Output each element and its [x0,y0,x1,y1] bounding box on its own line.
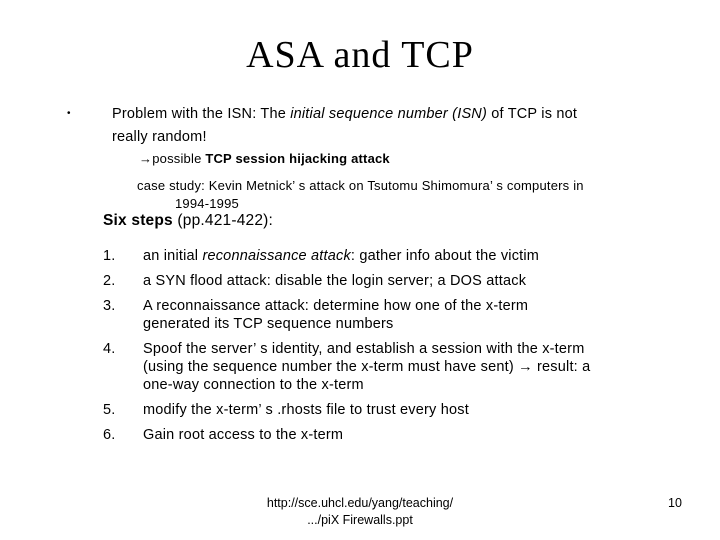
footer-url-line-2: .../piX Firewalls.ppt [307,513,413,527]
six-steps-heading [103,212,273,230]
six-steps-bold: Six steps [103,212,173,229]
step-text: Gain root access to the x-term [143,427,344,443]
footer-source [0,495,720,529]
right-arrow-icon: → [139,151,153,166]
footer-url-line-1: http://sce.uhcl.edu/yang/teaching/ [266,496,454,510]
step-number: 4. [103,341,116,357]
case-study [137,177,584,213]
steps-list [103,247,673,451]
step-text: A reconnaissance attack: determine how one of the x-term generated its TCP sequence numbers [143,298,529,332]
step-number: 3. [103,298,116,314]
step-number: 6. [103,427,116,443]
step-1 [103,247,673,265]
hijacking-attack-bold: TCP session hijacking attack [205,151,390,166]
step-text: modify the x-term’ s .rhosts file to trust every host [143,402,469,418]
step-number: 2. [103,273,116,289]
step-2 [103,272,673,290]
case-study-line-2: 1994-1995 [175,196,239,211]
problem-statement [66,103,666,149]
arrow-note-text: possible [152,151,206,166]
hijacking-note [139,151,390,166]
step-number: 1. [103,248,116,264]
step-number: 5. [103,402,116,418]
step-6 [103,426,673,444]
step-text: Spoof the server’ s identity, and establish a session with the x-term (using the sequence number the x-term must have sent) → result: a one-way connection to the x-term [143,341,591,393]
step-3 [103,297,673,333]
problem-line-2: really random! [112,129,207,145]
six-steps-pages: (pp.421-422): [172,212,274,229]
problem-line-1: Problem with the ISN: The initial sequence number (ISN) of TCP is not [112,106,578,122]
page-number: 10 [668,496,682,510]
step-5 [103,401,673,419]
bullet-icon: • [67,108,71,119]
step-text: a SYN flood attack: disable the login server; a DOS attack [143,273,527,289]
isn-italic-phrase: initial sequence number (ISN) [290,106,488,122]
case-study-line-1: case study: Kevin Metnick’ s attack on Tsutomu Shimomura’ s computers in [137,178,584,193]
step-4 [103,340,673,394]
reconnaissance-italic: reconnaissance attack [202,248,351,264]
slide-title: ASA and TCP [246,34,474,76]
problem-text [112,103,666,149]
step-text: an initial reconnaissance attack: gather info about the victim [143,248,540,264]
